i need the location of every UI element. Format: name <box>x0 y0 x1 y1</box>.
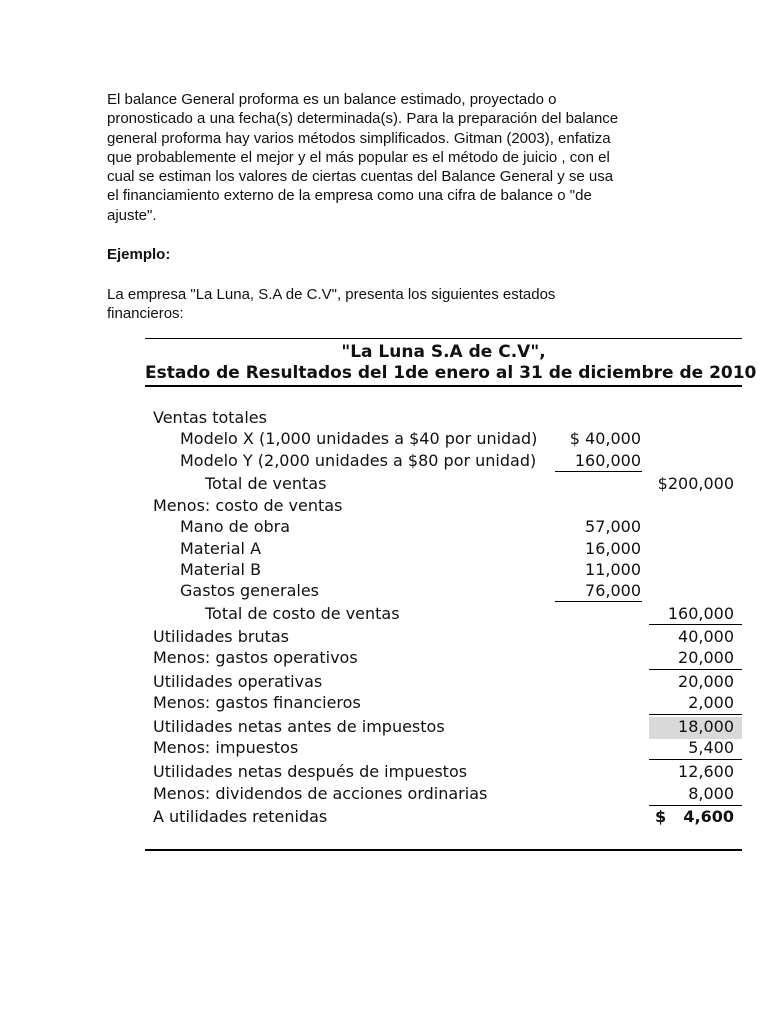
total-rule <box>649 714 742 715</box>
row-amount: $ 40,000 <box>569 429 641 448</box>
row-label: A utilidades retenidas <box>153 807 328 826</box>
row-label: Modelo Y (2,000 unidades a $80 por unidad) <box>180 451 537 470</box>
row-amount: 16,000 <box>585 539 641 558</box>
retained-earnings-cell <box>649 807 734 827</box>
row-label: Menos: impuestos <box>153 738 299 757</box>
row-label: Utilidades brutas <box>153 627 289 646</box>
row-total: 160,000 <box>667 604 734 623</box>
row-label: Menos: costo de ventas <box>153 496 343 515</box>
income-statement <box>145 338 757 852</box>
row-label: Utilidades netas después de impuestos <box>153 762 468 781</box>
row-label: Total de ventas <box>205 474 327 493</box>
row-label: Menos: gastos operativos <box>153 648 358 667</box>
row-label: Material B <box>180 560 262 579</box>
row-total: $200,000 <box>657 474 734 493</box>
row-total: 20,000 <box>678 648 734 667</box>
row-label: Utilidades operativas <box>153 672 323 691</box>
row-label: Utilidades netas antes de impuestos <box>153 717 445 736</box>
total-rule <box>649 624 742 625</box>
currency-symbol: $ <box>655 807 667 826</box>
row-amount: 11,000 <box>585 560 641 579</box>
total-rule <box>649 759 742 760</box>
row-label: Menos: dividendos de acciones ordinarias <box>153 784 488 803</box>
row-total: 5,400 <box>688 738 734 757</box>
row-total: 12,600 <box>678 762 734 781</box>
row-label: Menos: gastos financieros <box>153 693 361 712</box>
row-label: Gastos generales <box>180 581 320 600</box>
example-heading: Ejemplo: <box>107 246 171 263</box>
total-rule <box>649 669 742 670</box>
row-amount: 57,000 <box>585 517 641 536</box>
statement-period-title: Estado de Resultados del 1de enero al 31 de diciembre de 2010 <box>145 363 757 383</box>
total-rule <box>649 805 742 806</box>
title-rule <box>145 385 742 387</box>
lead-paragraph: La empresa "La Luna, S.A de C.V", presenta los siguientes estados financieros: <box>107 286 556 323</box>
statement-company-title: "La Luna S.A de C.V", <box>341 342 546 362</box>
row-total: 2,000 <box>688 693 734 712</box>
row-label: Mano de obra <box>180 517 291 536</box>
row-total: 20,000 <box>678 672 734 691</box>
row-total: 40,000 <box>678 627 734 646</box>
row-amount: 76,000 <box>585 581 641 600</box>
row-label: Modelo X (1,000 unidades a $40 por unidad) <box>180 429 538 448</box>
row-label: Material A <box>180 539 262 558</box>
subtotal-rule <box>555 601 642 602</box>
subtotal-rule <box>555 471 642 472</box>
row-total: 18,000 <box>678 717 734 736</box>
row-label: Total de costo de ventas <box>205 604 400 623</box>
bottom-rule <box>145 849 742 851</box>
intro-paragraph: El balance General proforma es un balance estimado, proyectado o pronosticado a una fecha(s) determinada(s). Para la preparación del balance general proforma hay varios métodos simplificados. Gitman (2003), enfatiza que probablemente el mejor y el más popular es el método de juicio , con el cual se estiman los valores de ciertas cuentas del Balance General y se usa el financiamiento externo de la empresa como una cifra de balance o "de ajuste". <box>107 91 619 224</box>
row-total: 4,600 <box>683 807 734 826</box>
row-amount: 160,000 <box>574 451 641 470</box>
top-rule <box>145 338 742 339</box>
row-label: Ventas totales <box>153 408 267 427</box>
row-total: 8,000 <box>688 784 734 803</box>
